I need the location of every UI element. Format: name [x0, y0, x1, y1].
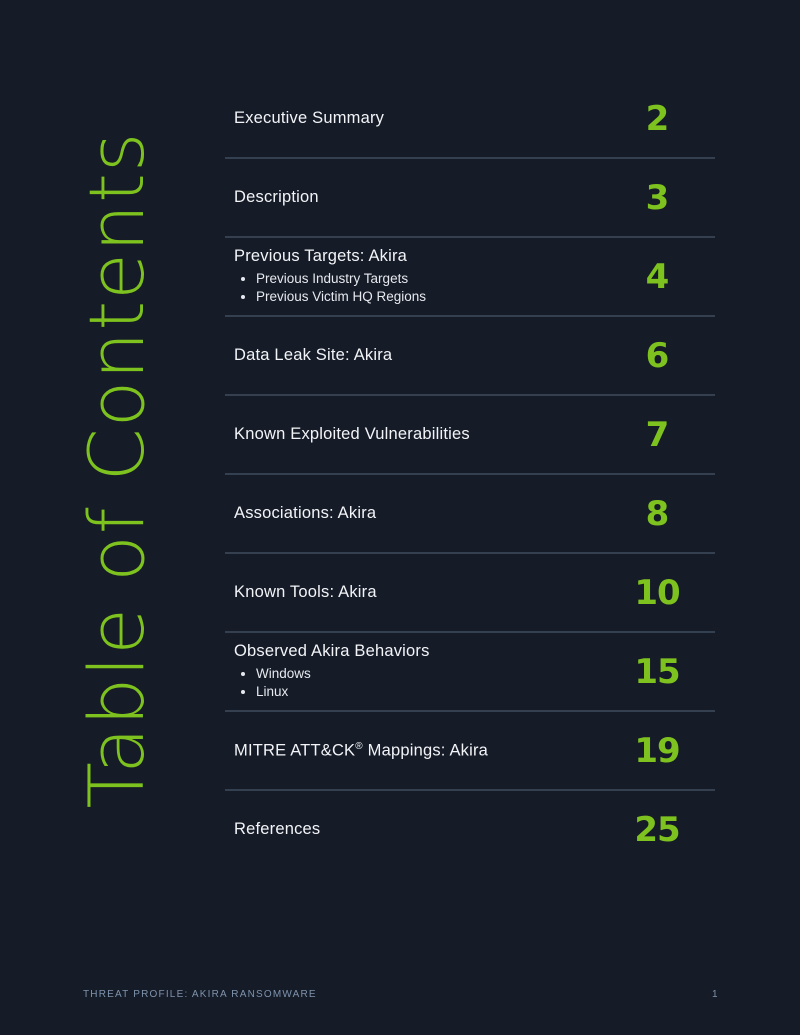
- toc-entry-title: [234, 741, 624, 761]
- toc-page-number: 4: [645, 256, 669, 297]
- toc-entry-previous-targets[interactable]: [225, 238, 715, 317]
- toc-entry-title: Known Exploited Vulnerabilities: [234, 425, 470, 443]
- toc-entry-title: Observed Akira Behaviors: [234, 642, 430, 660]
- toc-page-number: 2: [645, 98, 669, 139]
- toc-entry-executive-summary[interactable]: [225, 80, 715, 159]
- toc-page-number: 15: [634, 651, 680, 692]
- toc-page-number: 25: [634, 809, 680, 850]
- toc-entry-observed-behaviors[interactable]: [225, 633, 715, 712]
- toc-entry-title: Data Leak Site: Akira: [234, 346, 393, 364]
- page-title: Table of Contents: [72, 131, 161, 809]
- toc-entry-title: Description: [234, 188, 319, 206]
- toc-subentry: • Previous Industry Targets: [256, 270, 624, 288]
- toc-page-number: 19: [634, 730, 680, 771]
- toc-page-number: 8: [645, 493, 669, 534]
- toc-subentry-list: [234, 270, 624, 306]
- toc-page-number: 3: [645, 177, 669, 218]
- toc-entry-title: References: [234, 820, 321, 838]
- toc-entry-known-tools[interactable]: [225, 554, 715, 633]
- toc-entry-title: Previous Targets: Akira: [234, 247, 408, 265]
- registered-mark: ®: [355, 740, 363, 752]
- toc-subentry: • Windows: [256, 665, 624, 683]
- toc-entry-title-suffix: Mappings: Akira: [362, 741, 489, 760]
- toc-entry-title: Associations: Akira: [234, 504, 377, 522]
- toc-entry-description[interactable]: [225, 159, 715, 238]
- toc-subentry: • Linux: [256, 683, 624, 701]
- toc-page-number: 7: [645, 414, 669, 455]
- toc-entry-title-prefix: MITRE ATT&CK: [234, 741, 356, 760]
- toc-subentry-list: [234, 665, 624, 701]
- toc-entry-references[interactable]: [225, 791, 715, 868]
- toc-entry-data-leak-site[interactable]: [225, 317, 715, 396]
- toc-page-number: 6: [645, 335, 669, 376]
- toc-page-number: 10: [634, 572, 680, 613]
- toc-subentry: • Previous Victim HQ Regions: [256, 288, 624, 306]
- toc-entry-title: Executive Summary: [234, 109, 385, 127]
- footer-label: THREAT PROFILE: AKIRA RANSOMWARE: [83, 989, 317, 1000]
- toc-entry-mitre-mappings[interactable]: [225, 712, 715, 791]
- toc-entry-known-exploited-vulnerabilities[interactable]: [225, 396, 715, 475]
- toc-entry-associations[interactable]: [225, 475, 715, 554]
- toc-entry-title: Known Tools: Akira: [234, 583, 377, 601]
- footer-page-number: 1: [712, 989, 718, 1000]
- table-of-contents: [225, 80, 715, 868]
